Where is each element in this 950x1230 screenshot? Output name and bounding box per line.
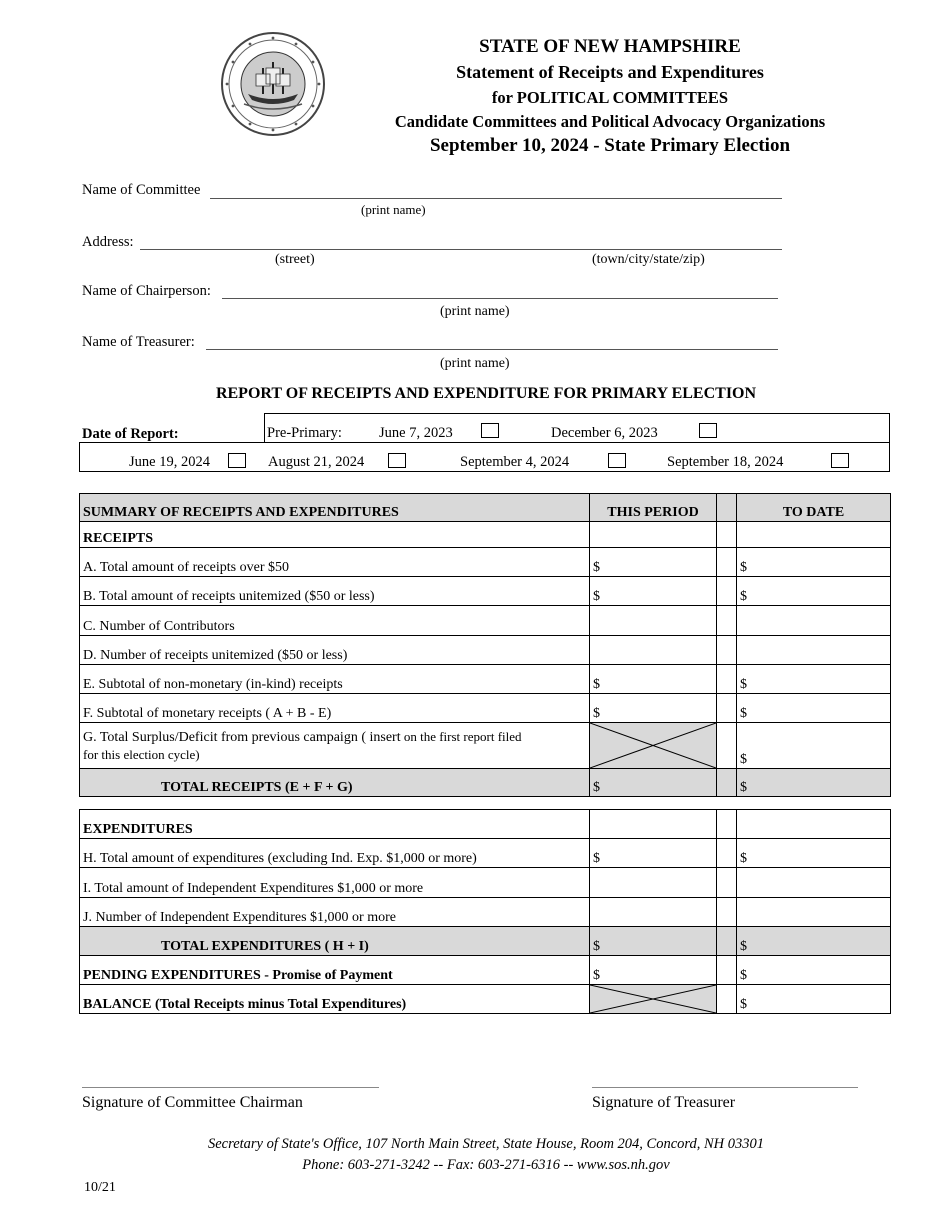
- row-a-period[interactable]: $: [590, 548, 717, 577]
- row-i-todate[interactable]: [737, 868, 891, 898]
- treasurer-signature-label: Signature of Treasurer: [592, 1094, 736, 1111]
- table-row: [80, 665, 891, 694]
- row-d-label: D. Number of receipts unitemized ($50 or less): [80, 636, 590, 665]
- row-b-period[interactable]: $: [590, 577, 717, 606]
- checkbox-september-18-2024[interactable]: [831, 453, 849, 468]
- table-row: [80, 898, 891, 927]
- row-f-period[interactable]: $: [590, 694, 717, 723]
- row-e-label: E. Subtotal of non-monetary (in-kind) receipts: [80, 665, 590, 694]
- date-of-report-label: Date of Report:: [82, 426, 179, 442]
- table-row: [80, 522, 891, 548]
- row-f-todate[interactable]: $: [737, 694, 891, 723]
- treasurer-sub: (print name): [440, 356, 510, 371]
- committee-name-field[interactable]: [210, 198, 782, 199]
- row-h-todate[interactable]: $: [737, 839, 891, 868]
- row-i-label: I. Total amount of Independent Expenditures $1,000 or more: [80, 868, 590, 898]
- balance-period-disabled: [590, 985, 717, 1014]
- expenditures-table: [79, 809, 891, 1014]
- pending-todate[interactable]: $: [737, 956, 891, 985]
- checkbox-september-4-2024[interactable]: [608, 453, 626, 468]
- row-e-period[interactable]: $: [590, 665, 717, 694]
- chairman-signature-label: Signature of Committee Chairman: [82, 1094, 303, 1111]
- committee-label: Name of Committee: [82, 182, 201, 198]
- footer-address: Secretary of State's Office, 107 North Main Street, State House, Room 204, Concord, NH 03301: [207, 1136, 765, 1152]
- date-august-2024: August 21, 2024: [268, 454, 365, 470]
- committee-sub: (print name): [361, 202, 426, 217]
- table-row: [80, 769, 891, 797]
- table-row: [80, 577, 891, 606]
- table-row: [80, 927, 891, 956]
- address-sub-town: (town/city/state/zip): [592, 252, 705, 267]
- table-row: [80, 723, 891, 769]
- total-receipts-label: TOTAL RECEIPTS (E + F + G): [80, 769, 590, 797]
- header-election: September 10, 2024 - State Primary Election: [429, 135, 791, 156]
- table-row: [80, 548, 891, 577]
- table-row: [80, 956, 891, 985]
- pending-label: PENDING EXPENDITURES - Promise of Payment: [80, 956, 590, 985]
- treasurer-field[interactable]: [206, 349, 778, 350]
- chairperson-label: Name of Chairperson:: [82, 283, 211, 299]
- total-expenditures-period[interactable]: $: [590, 927, 717, 956]
- row-c-todate[interactable]: [737, 606, 891, 636]
- receipts-table: [79, 493, 891, 797]
- row-c-label: C. Number of Contributors: [80, 606, 590, 636]
- row-a-todate[interactable]: $: [737, 548, 891, 577]
- row-h-label: H. Total amount of expenditures (excluding Ind. Exp. $1,000 or more): [80, 839, 590, 868]
- pending-period[interactable]: $: [590, 956, 717, 985]
- address-sub-street: (street): [275, 252, 315, 267]
- row-d-period[interactable]: [590, 636, 717, 665]
- revision-code: 10/21: [84, 1180, 116, 1195]
- address-label: Address:: [82, 234, 134, 250]
- checkbox-august-2024[interactable]: [388, 453, 406, 468]
- row-c-period[interactable]: [590, 606, 717, 636]
- row-h-period[interactable]: $: [590, 839, 717, 868]
- row-e-todate[interactable]: $: [737, 665, 891, 694]
- date-june-2023: June 7, 2023: [379, 425, 453, 441]
- table-row: [80, 606, 891, 636]
- total-receipts-period[interactable]: $: [590, 769, 717, 797]
- row-g-line1: G. Total Surplus/Deficit from previous campaign ( insert: [83, 729, 401, 745]
- header-title: Statement of Receipts and Expenditures: [456, 62, 764, 82]
- table-row: [80, 494, 891, 522]
- row-f-label: F. Subtotal of monetary receipts ( A + B - E): [80, 694, 590, 723]
- row-g-todate[interactable]: $: [737, 723, 891, 769]
- header-state: STATE OF NEW HAMPSHIRE: [479, 36, 741, 57]
- row-j-label: J. Number of Independent Expenditures $1,000 or more: [80, 898, 590, 927]
- balance-todate[interactable]: $: [737, 985, 891, 1014]
- table-row: [80, 810, 891, 839]
- footer-phone: Phone: 603-271-3242 -- Fax: 603-271-6316 -- www.sos.nh.gov: [302, 1157, 670, 1173]
- checkbox-june-2023[interactable]: [481, 423, 499, 438]
- chairman-signature-line[interactable]: [82, 1087, 379, 1088]
- row-g-label: [80, 723, 590, 769]
- chairperson-sub: (print name): [440, 304, 510, 319]
- date-june-2024: June 19, 2024: [129, 454, 210, 470]
- spacer-cell: [717, 494, 737, 522]
- chairperson-field[interactable]: [222, 298, 778, 299]
- summary-title: SUMMARY OF RECEIPTS AND EXPENDITURES: [80, 494, 590, 522]
- checkbox-december-2023[interactable]: [699, 423, 717, 438]
- report-title: REPORT OF RECEIPTS AND EXPENDITURE FOR PRIMARY ELECTION: [215, 385, 757, 402]
- row-j-period[interactable]: [590, 898, 717, 927]
- balance-label: BALANCE (Total Receipts minus Total Expenditures): [80, 985, 590, 1014]
- address-field[interactable]: [140, 249, 782, 250]
- pre-primary-label: Pre-Primary:: [267, 425, 342, 441]
- row-i-period[interactable]: [590, 868, 717, 898]
- header-subtitle: for POLITICAL COMMITTEES: [491, 88, 729, 107]
- col-to-date: TO DATE: [737, 494, 891, 522]
- header-committees: Candidate Committees and Political Advocacy Organizations: [394, 112, 826, 131]
- table-row: [80, 985, 891, 1014]
- row-d-todate[interactable]: [737, 636, 891, 665]
- treasurer-signature-line[interactable]: [592, 1087, 858, 1088]
- row-b-todate[interactable]: $: [737, 577, 891, 606]
- table-row: [80, 636, 891, 665]
- row-g-line1b: on the first report filed: [400, 728, 522, 744]
- treasurer-label: Name of Treasurer:: [82, 334, 195, 350]
- date-september-18-2024: September 18, 2024: [667, 454, 784, 470]
- row-j-todate[interactable]: [737, 898, 891, 927]
- table-row: [80, 868, 891, 898]
- receipts-heading: RECEIPTS: [80, 522, 590, 548]
- col-this-period: THIS PERIOD: [590, 494, 717, 522]
- row-g-line2: for this election cycle): [83, 746, 200, 762]
- checkbox-june-2024[interactable]: [228, 453, 246, 468]
- state-seal-icon: [218, 30, 328, 138]
- row-a-label: A. Total amount of receipts over $50: [80, 548, 590, 577]
- table-row: [80, 694, 891, 723]
- total-expenditures-label: TOTAL EXPENDITURES ( H + I): [80, 927, 590, 956]
- row-g-period-disabled: [590, 723, 717, 769]
- expenditures-heading: EXPENDITURES: [80, 810, 590, 839]
- table-row: [80, 839, 891, 868]
- row-b-label: B. Total amount of receipts unitemized ($50 or less): [80, 577, 590, 606]
- total-receipts-todate[interactable]: $: [737, 769, 891, 797]
- date-december-2023: December 6, 2023: [551, 425, 658, 441]
- total-expenditures-todate[interactable]: $: [737, 927, 891, 956]
- date-september-4-2024: September 4, 2024: [460, 454, 570, 470]
